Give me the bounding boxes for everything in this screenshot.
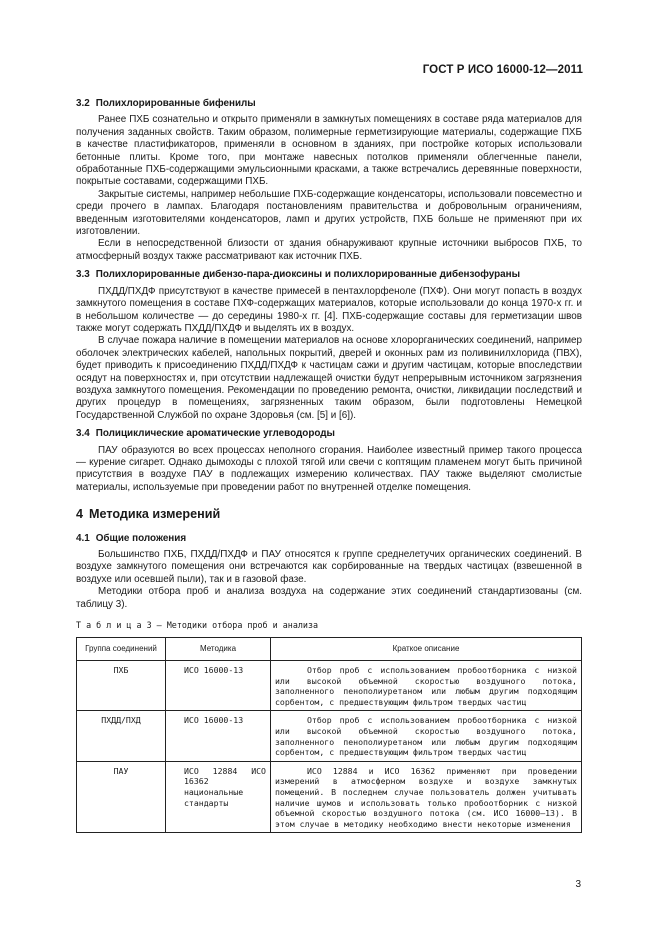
section-4-1-heading	[76, 533, 582, 545]
section-title: Методика измерений	[89, 507, 221, 522]
paragraph: Большинство ПХБ, ПХДД/ПХДФ и ПАУ относятся к группе среднелетучих органических соединений. В воздухе замкнутого помещения они встречаются как сорбированные на твердых частицах (взвешенной в воздухе или осевшей пыли), так и в газовой фазе.	[76, 549, 582, 585]
description-text: Отбор проб с использованием пробоотборника с низкой или высокой объемной скоростью воздушного потока, заполненного пенополиуретаном или любым другим подходящим сорбентом, с предшествующим фильтром твердых частиц	[275, 715, 577, 758]
section-number: 4	[76, 507, 84, 522]
section-number: 3.4	[76, 428, 90, 440]
column-header: Группа соединений	[77, 638, 166, 661]
description-cell	[271, 661, 582, 711]
table-caption: Т а б л и ц а 3 — Методики отбора проб и анализа	[76, 620, 319, 631]
table-row	[77, 661, 582, 711]
section-title: Полихлорированные бифенилы	[95, 98, 256, 109]
description-cell	[271, 711, 582, 761]
group-cell: ПХБ	[77, 661, 166, 711]
table-row	[77, 711, 582, 761]
column-header: Методика	[166, 638, 271, 661]
table-header-row	[77, 638, 582, 661]
paragraph: ПХДД/ПХДФ присутствуют в качестве примесей в пентахлорфеноле (ПХФ). Они могут попасть в воздух замкнутого помещения в составе ПХФ-содержащих материалов, которые использовали до конца 1970-х гг. и в небольшом количестве — до середины 1980-х гг. [4]. ПХБ-содержащие составы для герметизации швов также могут содержать ПХДД/ПХДФ и выделять их в воздух.	[76, 285, 582, 334]
paragraph: ПАУ образуются во всех процессах неполного сгорания. Наиболее известный пример такого процесса — курение сигарет. Однако дымоходы с плохой тягой или свечи с коптящим пламенем могут быть причиной присутствия в воздухе ПАУ в подлежащих измерению количествах. ПАУ также выделяют смолистые материалы, используемые при проведении работ по внутренней отделке помещения.	[76, 444, 582, 493]
table-row	[77, 761, 582, 833]
section-number: 4.1	[76, 532, 90, 544]
section-title: Полициклические ароматические углеводороды	[95, 428, 335, 440]
section-3-2-heading	[76, 98, 582, 110]
section-title: Общие положения	[95, 532, 187, 544]
section-3-4-heading	[76, 428, 582, 440]
method-cell: ИСО 16000-13	[166, 711, 271, 761]
section-title: Полихлорированные дибензо-пара-диоксины и полихлорированные дибензофураны	[95, 269, 521, 281]
paragraph: Ранее ПХБ сознательно и открыто применяли в замкнутых помещениях в составе ряда материалов для получения заданных свойств. Таким образом, полимерные герметизирующие материалы, содержащие ПХБ в качестве пластификаторов, применяли в основном в зданиях, при постройке которых использовали бетонные плиты. Кроме того, при монтаже навесных потолков применяли облегченные панели, обработанные ПХБ-содержащими эмульсионными красками, а также встречались деревянные поверхности, покрытые составами, содержащими ПХБ.	[76, 114, 582, 188]
section-number: 3.3	[76, 269, 90, 281]
method-cell: ИСО 12884 ИСО 16362 национальные стандарты	[166, 761, 271, 833]
description-text: Отбор проб с использованием пробоотборника с низкой или высокой объемной скоростью воздушного потока, заполненного пенополиуретаном или любым другим подходящим сорбентом, с предшествующим фильтром твердых частиц	[275, 665, 577, 707]
section-number: 3.2	[76, 98, 90, 109]
paragraph: Методики отбора проб и анализа воздуха на содержание этих соединений стандартизованы (см. таблицу 3).	[76, 586, 582, 610]
section-3-3-heading	[76, 269, 582, 281]
methods-table	[76, 637, 582, 833]
column-header: Краткое описание	[271, 638, 582, 661]
paragraph: Если в непосредственной близости от здания обнаруживают крупные источники выбросов ПХБ, то атмосферный воздух также рассматривают как источник ПХБ.	[76, 238, 582, 262]
method-cell: ИСО 16000-13	[166, 661, 271, 711]
document-id-header: ГОСТ Р ИСО 16000-12—2011	[422, 64, 583, 76]
page-number: 3	[575, 879, 581, 890]
description-text: ИСО 12884 и ИСО 16362 применяют при проведении измерений в атмосферном воздухе и воздухе замкнутых помещений. В последнем случае пользователь должен учитывать наличие шумов и использовать только пробоотборник с низкой объемной скоростью воздушного потока (см. ИСО 16000—13). В этом случае в методику необходимо внести некоторые изменения	[275, 765, 577, 829]
page-content	[76, 96, 582, 833]
group-cell: ПАУ	[77, 761, 166, 833]
description-cell	[271, 761, 582, 833]
section-4-heading	[76, 508, 582, 520]
paragraph: В случае пожара наличие в помещении материалов на основе хлорорганических соединений, например оболочек электрических кабелей, напольных покрытий, дверей и оконных рам из поливинилхлорида (ПВХ), будет приводить к присоединению ПХДД/ПХДФ к частицам сажи и другим частицам, которые впоследствии осядут на поверхностях и, при отсутствии надлежащей очистки будут непрерывным источником загрязнения воздуха замкнутого помещения. Рекомендации по проведению ремонта, очистки, ликвидации последствий и других процедур в помещениях, загрязненных таким образом, были подготовлены Немецкой Государственной Службой по охране Здоровья (см. [5] и [6]).	[76, 335, 582, 421]
group-cell: ПХДД/ПХД	[77, 711, 166, 761]
paragraph: Закрытые системы, например небольшие ПХБ-содержащие конденсаторы, использовали повсеместно и среди прочего в лампах. Благодаря постановлениям правительства и добровольным ограничениям, введенным изготовителями конденсаторов, ламп и других устройств, ПХБ больше не применяют при их изготовлении.	[76, 188, 582, 238]
